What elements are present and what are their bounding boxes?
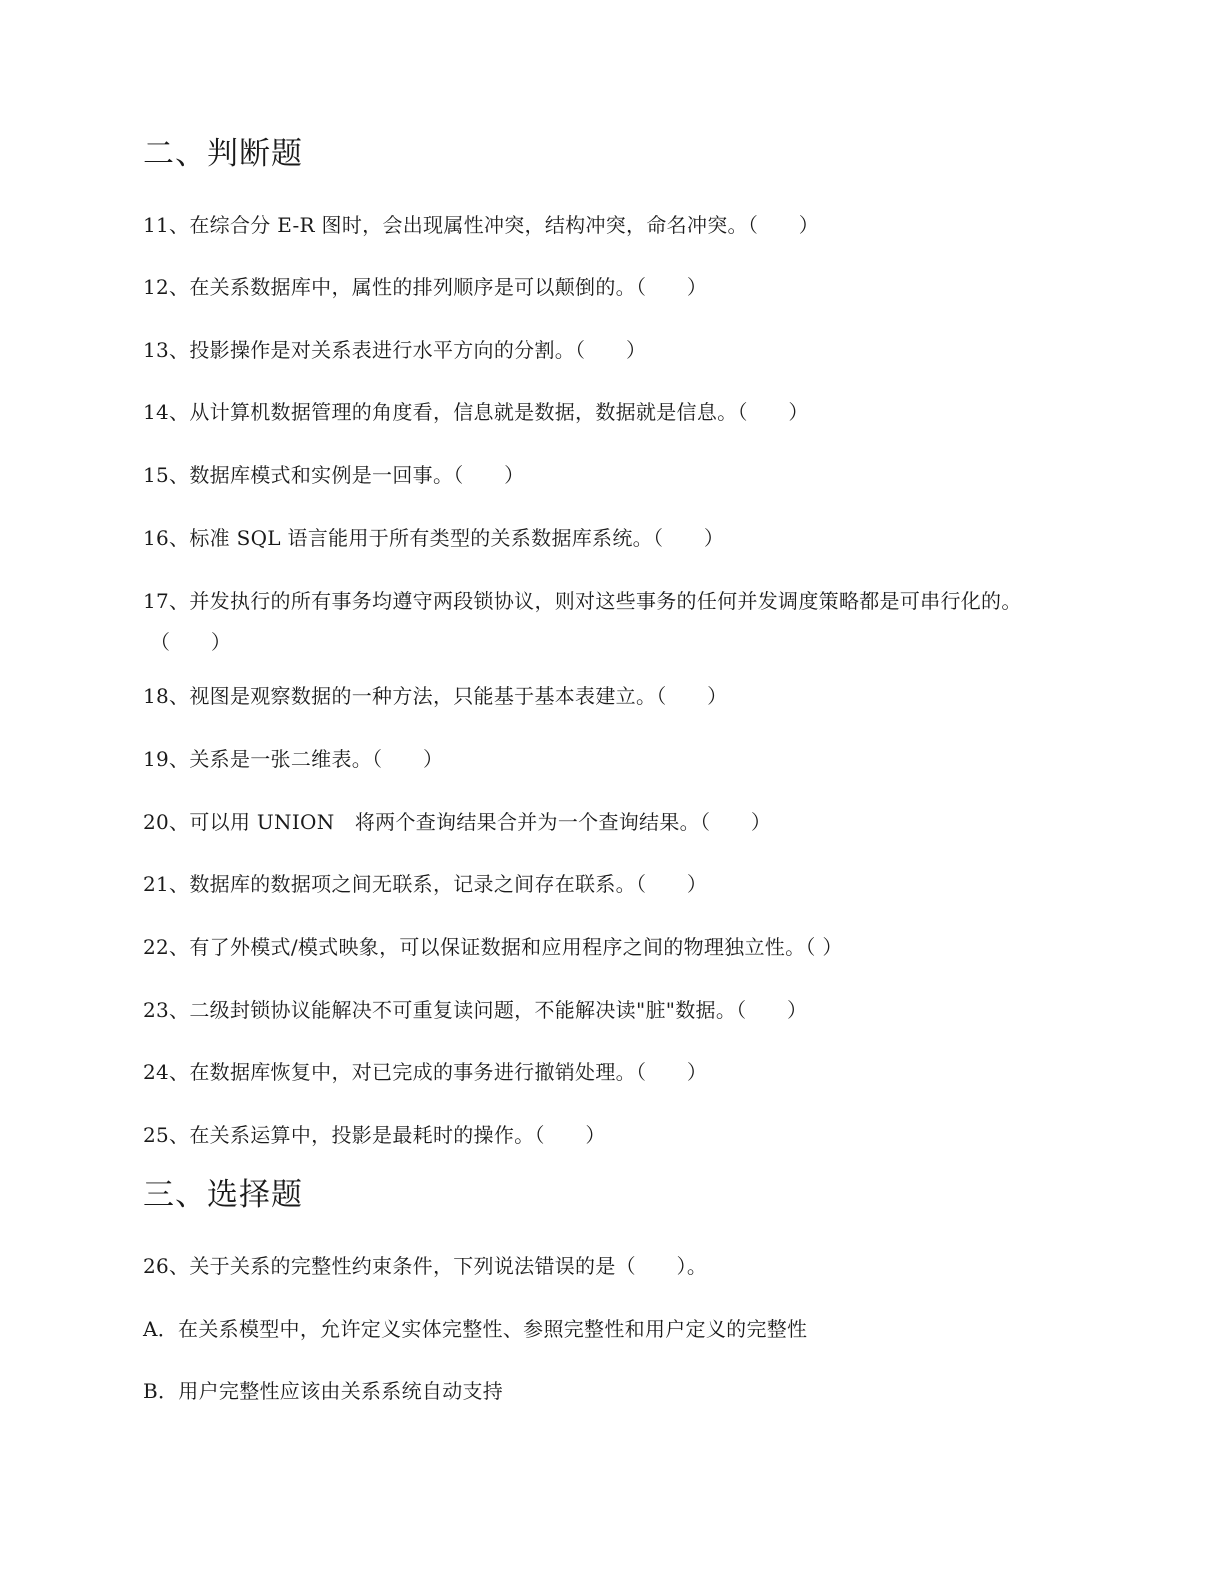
question-26: 26、关于关系的完整性约束条件，下列说法错误的是（ ）。 xyxy=(143,1254,708,1278)
question-20: 20、可以用 UNION 将两个查询结果合并为一个查询结果。（ ） xyxy=(143,810,772,834)
question-19: 19、关系是一张二维表。（ ） xyxy=(143,747,444,771)
question-17-answer-blank: （ ） xyxy=(150,630,232,654)
section-heading-true-false: 二、判断题 xyxy=(143,136,303,172)
question-15: 15、数据库模式和实例是一回事。（ ） xyxy=(143,463,525,487)
question-13: 13、投影操作是对关系表进行水平方向的分割。（ ） xyxy=(143,338,647,362)
question-14: 14、从计算机数据管理的角度看，信息就是数据，数据就是信息。（ ） xyxy=(143,400,809,424)
question-23: 23、二级封锁协议能解决不可重复读问题，不能解决读"脏"数据。（ ） xyxy=(143,998,808,1022)
question-12: 12、在关系数据库中，属性的排列顺序是可以颠倒的。（ ） xyxy=(143,275,708,299)
question-26-option-b: B．用户完整性应该由关系系统自动支持 xyxy=(143,1379,504,1403)
question-18: 18、视图是观察数据的一种方法，只能基于基本表建立。（ ） xyxy=(143,684,728,708)
question-16: 16、标准 SQL 语言能用于所有类型的关系数据库系统。（ ） xyxy=(143,526,725,550)
question-11: 11、在综合分 E-R 图时，会出现属性冲突，结构冲突，命名冲突。（ ） xyxy=(143,213,820,237)
question-17: 17、并发执行的所有事务均遵守两段锁协议，则对这些事务的任何并发调度策略都是可串行化的。 xyxy=(143,589,1022,613)
question-25: 25、在关系运算中，投影是最耗时的操作。（ ） xyxy=(143,1123,606,1147)
section-heading-multiple-choice: 三、选择题 xyxy=(143,1177,303,1213)
question-22: 22、有了外模式/模式映象，可以保证数据和应用程序之间的物理独立性。（ ） xyxy=(143,935,843,959)
question-21: 21、数据库的数据项之间无联系，记录之间存在联系。（ ） xyxy=(143,872,708,896)
question-24: 24、在数据库恢复中，对已完成的事务进行撤销处理。（ ） xyxy=(143,1060,708,1084)
question-26-option-a: A．在关系模型中，允许定义实体完整性、参照完整性和用户定义的完整性 xyxy=(143,1317,808,1341)
